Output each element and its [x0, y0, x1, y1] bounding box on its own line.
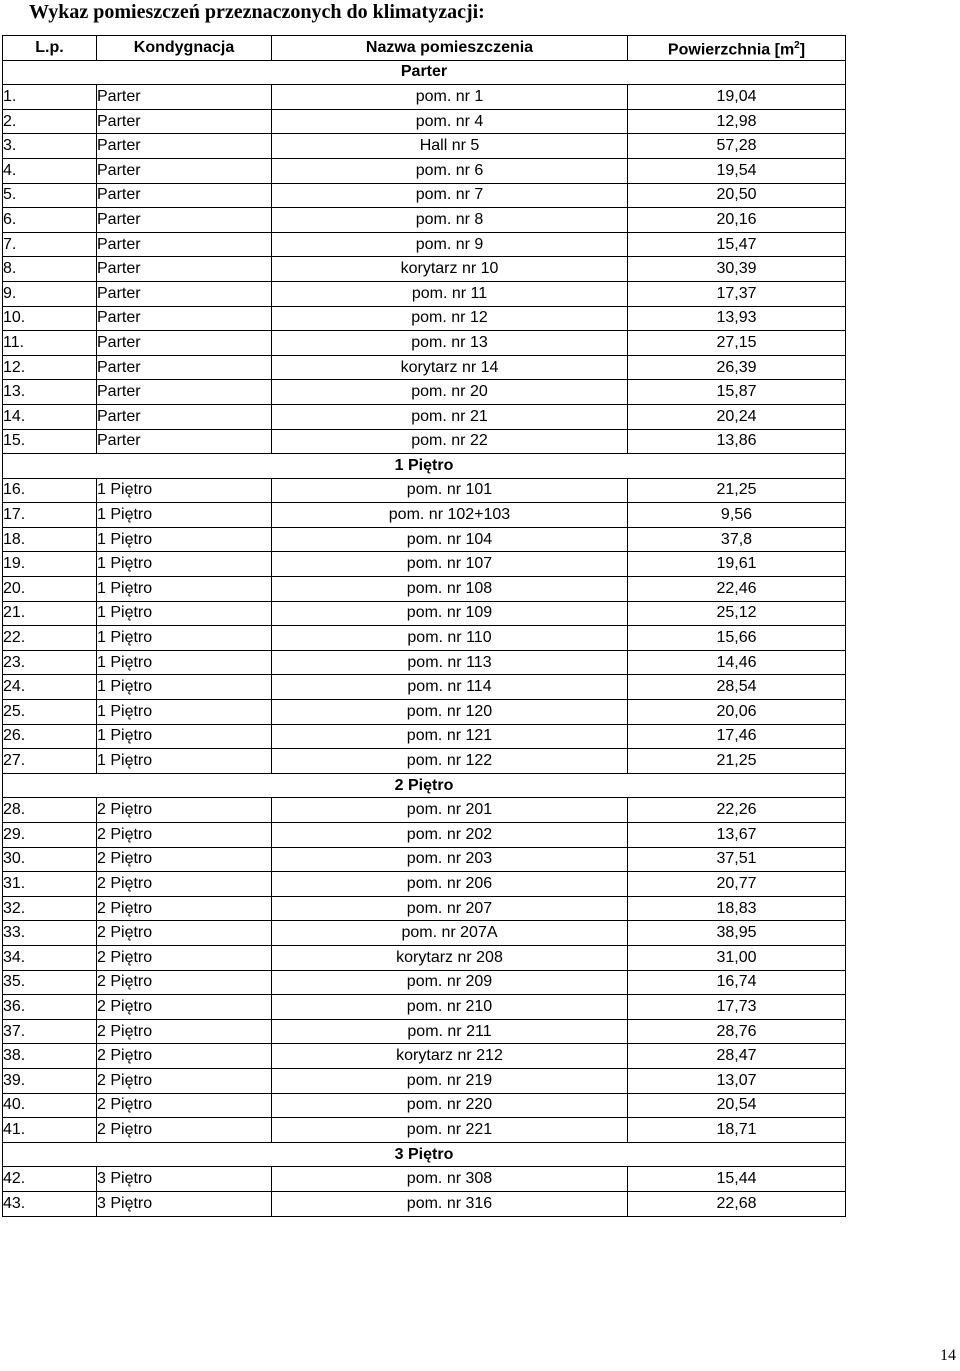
cell-floor: 2 Piętro [97, 798, 272, 823]
table-row [3, 1093, 846, 1118]
cell-area: 19,54 [628, 158, 846, 183]
header-area-close: ] [799, 40, 806, 58]
document-title: Wykaz pomieszczeń przeznaczonych do klimatyzacji: [29, 1, 485, 23]
cell-area: 13,67 [628, 823, 846, 848]
table-row [3, 921, 846, 946]
cell-floor: 2 Piętro [97, 1019, 272, 1044]
table-row [3, 995, 846, 1020]
cell-area: 30,39 [628, 257, 846, 282]
cell-area: 15,44 [628, 1167, 846, 1192]
cell-lp: 42. [3, 1167, 97, 1192]
table-row [3, 847, 846, 872]
cell-floor: 1 Piętro [97, 527, 272, 552]
cell-floor: 2 Piętro [97, 921, 272, 946]
cell-room-name: pom. nr 102+103 [272, 503, 628, 528]
cell-area: 22,46 [628, 577, 846, 602]
cell-floor: Parter [97, 134, 272, 159]
cell-room-name: pom. nr 7 [272, 183, 628, 208]
cell-floor: 1 Piętro [97, 749, 272, 774]
cell-room-name: korytarz nr 212 [272, 1044, 628, 1069]
table-row [3, 429, 846, 454]
cell-room-name: korytarz nr 10 [272, 257, 628, 282]
table-row [3, 798, 846, 823]
cell-room-name: Hall nr 5 [272, 134, 628, 159]
table-row [3, 1068, 846, 1093]
cell-floor: 1 Piętro [97, 577, 272, 602]
cell-floor: Parter [97, 85, 272, 110]
cell-room-name: pom. nr 316 [272, 1191, 628, 1216]
cell-lp: 27. [3, 749, 97, 774]
cell-area: 14,46 [628, 650, 846, 675]
cell-floor: Parter [97, 429, 272, 454]
cell-room-name: pom. nr 1 [272, 85, 628, 110]
cell-lp: 40. [3, 1093, 97, 1118]
cell-area: 26,39 [628, 355, 846, 380]
cell-lp: 1. [3, 85, 97, 110]
cell-floor: 2 Piętro [97, 1118, 272, 1143]
cell-room-name: pom. nr 220 [272, 1093, 628, 1118]
table-row [3, 1191, 846, 1216]
cell-room-name: pom. nr 9 [272, 232, 628, 257]
cell-lp: 23. [3, 650, 97, 675]
table-row [3, 281, 846, 306]
cell-lp: 2. [3, 109, 97, 134]
cell-lp: 5. [3, 183, 97, 208]
cell-lp: 12. [3, 355, 97, 380]
page-number: 14 [940, 1347, 956, 1364]
cell-room-name: pom. nr 120 [272, 700, 628, 725]
cell-room-name: pom. nr 21 [272, 404, 628, 429]
cell-area: 17,46 [628, 724, 846, 749]
cell-lp: 37. [3, 1019, 97, 1044]
cell-lp: 20. [3, 577, 97, 602]
table-row [3, 896, 846, 921]
cell-room-name: pom. nr 22 [272, 429, 628, 454]
cell-room-name: pom. nr 219 [272, 1068, 628, 1093]
cell-room-name: pom. nr 114 [272, 675, 628, 700]
cell-floor: 3 Piętro [97, 1191, 272, 1216]
cell-floor: 3 Piętro [97, 1167, 272, 1192]
cell-room-name: pom. nr 122 [272, 749, 628, 774]
cell-area: 13,86 [628, 429, 846, 454]
table-row [3, 1019, 846, 1044]
cell-room-name: pom. nr 211 [272, 1019, 628, 1044]
cell-lp: 10. [3, 306, 97, 331]
table-row [3, 478, 846, 503]
cell-area: 28,54 [628, 675, 846, 700]
cell-room-name: pom. nr 20 [272, 380, 628, 405]
cell-area: 18,71 [628, 1118, 846, 1143]
cell-lp: 8. [3, 257, 97, 282]
cell-area: 20,50 [628, 183, 846, 208]
cell-lp: 13. [3, 380, 97, 405]
cell-area: 31,00 [628, 945, 846, 970]
cell-room-name: pom. nr 202 [272, 823, 628, 848]
cell-room-name: pom. nr 108 [272, 577, 628, 602]
cell-room-name: pom. nr 109 [272, 601, 628, 626]
cell-area: 37,51 [628, 847, 846, 872]
cell-area: 12,98 [628, 109, 846, 134]
cell-area: 57,28 [628, 134, 846, 159]
cell-lp: 15. [3, 429, 97, 454]
table-row [3, 85, 846, 110]
cell-room-name: pom. nr 209 [272, 970, 628, 995]
table-row [3, 650, 846, 675]
cell-area: 15,47 [628, 232, 846, 257]
cell-lp: 30. [3, 847, 97, 872]
cell-room-name: pom. nr 221 [272, 1118, 628, 1143]
table-row [3, 1118, 846, 1143]
cell-room-name: pom. nr 8 [272, 208, 628, 233]
cell-room-name: pom. nr 308 [272, 1167, 628, 1192]
cell-floor: 2 Piętro [97, 896, 272, 921]
cell-area: 15,87 [628, 380, 846, 405]
cell-floor: Parter [97, 404, 272, 429]
table-row [3, 109, 846, 134]
table-row [3, 1167, 846, 1192]
cell-floor: Parter [97, 183, 272, 208]
cell-floor: Parter [97, 109, 272, 134]
cell-lp: 31. [3, 872, 97, 897]
cell-lp: 16. [3, 478, 97, 503]
cell-floor: 1 Piętro [97, 650, 272, 675]
cell-floor: 1 Piętro [97, 675, 272, 700]
table-row [3, 724, 846, 749]
cell-room-name: pom. nr 11 [272, 281, 628, 306]
cell-area: 20,16 [628, 208, 846, 233]
header-area-superscript: 2 [794, 39, 800, 51]
cell-lp: 41. [3, 1118, 97, 1143]
cell-room-name: pom. nr 207 [272, 896, 628, 921]
cell-floor: 2 Piętro [97, 1093, 272, 1118]
cell-lp: 43. [3, 1191, 97, 1216]
cell-floor: 2 Piętro [97, 995, 272, 1020]
section-header-row [3, 454, 846, 479]
cell-room-name: korytarz nr 14 [272, 355, 628, 380]
cell-room-name: pom. nr 201 [272, 798, 628, 823]
cell-floor: 2 Piętro [97, 1044, 272, 1069]
cell-floor: Parter [97, 355, 272, 380]
cell-room-name: pom. nr 101 [272, 478, 628, 503]
cell-lp: 35. [3, 970, 97, 995]
section-label: 2 Piętro [3, 773, 846, 798]
cell-floor: Parter [97, 281, 272, 306]
cell-floor: Parter [97, 158, 272, 183]
header-room-name: Nazwa pomieszczenia [272, 36, 628, 61]
cell-floor: 1 Piętro [97, 503, 272, 528]
table-row [3, 257, 846, 282]
cell-lp: 19. [3, 552, 97, 577]
cell-lp: 32. [3, 896, 97, 921]
cell-lp: 28. [3, 798, 97, 823]
cell-area: 20,24 [628, 404, 846, 429]
section-label: Parter [3, 60, 846, 85]
cell-floor: Parter [97, 306, 272, 331]
cell-lp: 36. [3, 995, 97, 1020]
cell-floor: 2 Piętro [97, 970, 272, 995]
table-row [3, 945, 846, 970]
cell-lp: 24. [3, 675, 97, 700]
cell-area: 27,15 [628, 331, 846, 356]
cell-area: 20,54 [628, 1093, 846, 1118]
cell-floor: 1 Piętro [97, 478, 272, 503]
table-body [3, 60, 846, 1216]
cell-lp: 33. [3, 921, 97, 946]
cell-lp: 3. [3, 134, 97, 159]
cell-area: 9,56 [628, 503, 846, 528]
cell-area: 21,25 [628, 478, 846, 503]
cell-floor: 2 Piętro [97, 1068, 272, 1093]
table-row [3, 134, 846, 159]
section-header-row [3, 773, 846, 798]
table-row [3, 306, 846, 331]
cell-lp: 39. [3, 1068, 97, 1093]
cell-floor: 1 Piętro [97, 552, 272, 577]
cell-lp: 6. [3, 208, 97, 233]
cell-room-name: pom. nr 6 [272, 158, 628, 183]
table-row [3, 380, 846, 405]
cell-area: 38,95 [628, 921, 846, 946]
cell-area: 15,66 [628, 626, 846, 651]
header-area [628, 36, 846, 61]
table-row [3, 700, 846, 725]
cell-floor: Parter [97, 257, 272, 282]
cell-room-name: pom. nr 107 [272, 552, 628, 577]
section-label: 1 Piętro [3, 454, 846, 479]
cell-floor: 2 Piętro [97, 847, 272, 872]
cell-lp: 14. [3, 404, 97, 429]
cell-area: 22,26 [628, 798, 846, 823]
cell-lp: 4. [3, 158, 97, 183]
cell-lp: 25. [3, 700, 97, 725]
table-row [3, 1044, 846, 1069]
cell-room-name: pom. nr 121 [272, 724, 628, 749]
cell-lp: 22. [3, 626, 97, 651]
cell-area: 28,47 [628, 1044, 846, 1069]
table-row [3, 626, 846, 651]
header-lp: L.p. [3, 36, 97, 61]
cell-room-name: pom. nr 206 [272, 872, 628, 897]
header-area-label: Powierzchnia [m [667, 40, 795, 58]
rooms-table [2, 35, 846, 1217]
cell-area: 25,12 [628, 601, 846, 626]
table-row [3, 970, 846, 995]
cell-room-name: pom. nr 12 [272, 306, 628, 331]
table-row [3, 749, 846, 774]
cell-floor: Parter [97, 232, 272, 257]
cell-area: 28,76 [628, 1019, 846, 1044]
cell-room-name: pom. nr 113 [272, 650, 628, 675]
cell-lp: 21. [3, 601, 97, 626]
cell-area: 20,77 [628, 872, 846, 897]
cell-lp: 11. [3, 331, 97, 356]
cell-floor: Parter [97, 331, 272, 356]
cell-room-name: korytarz nr 208 [272, 945, 628, 970]
cell-room-name: pom. nr 110 [272, 626, 628, 651]
table-row [3, 208, 846, 233]
table-row [3, 158, 846, 183]
cell-area: 22,68 [628, 1191, 846, 1216]
cell-area: 16,74 [628, 970, 846, 995]
table-row [3, 552, 846, 577]
cell-lp: 9. [3, 281, 97, 306]
section-header-row [3, 60, 846, 85]
table-row [3, 503, 846, 528]
cell-lp: 26. [3, 724, 97, 749]
table-row [3, 601, 846, 626]
cell-floor: Parter [97, 208, 272, 233]
cell-area: 17,73 [628, 995, 846, 1020]
cell-floor: Parter [97, 380, 272, 405]
header-floor: Kondygnacja [97, 36, 272, 61]
cell-floor: 2 Piętro [97, 945, 272, 970]
cell-lp: 29. [3, 823, 97, 848]
cell-floor: 2 Piętro [97, 823, 272, 848]
cell-lp: 34. [3, 945, 97, 970]
cell-area: 19,61 [628, 552, 846, 577]
cell-room-name: pom. nr 207A [272, 921, 628, 946]
cell-area: 19,04 [628, 85, 846, 110]
table-row [3, 331, 846, 356]
table-row [3, 404, 846, 429]
cell-room-name: pom. nr 4 [272, 109, 628, 134]
table-row [3, 675, 846, 700]
cell-lp: 7. [3, 232, 97, 257]
cell-area: 21,25 [628, 749, 846, 774]
cell-floor: 1 Piętro [97, 626, 272, 651]
cell-area: 13,93 [628, 306, 846, 331]
cell-lp: 38. [3, 1044, 97, 1069]
cell-room-name: pom. nr 203 [272, 847, 628, 872]
cell-area: 13,07 [628, 1068, 846, 1093]
cell-area: 37,8 [628, 527, 846, 552]
section-label: 3 Piętro [3, 1142, 846, 1167]
section-header-row [3, 1142, 846, 1167]
cell-floor: 2 Piętro [97, 872, 272, 897]
cell-floor: 1 Piętro [97, 724, 272, 749]
table-row [3, 577, 846, 602]
table-row [3, 355, 846, 380]
table-row [3, 183, 846, 208]
cell-lp: 18. [3, 527, 97, 552]
cell-area: 20,06 [628, 700, 846, 725]
cell-lp: 17. [3, 503, 97, 528]
cell-room-name: pom. nr 210 [272, 995, 628, 1020]
cell-room-name: pom. nr 104 [272, 527, 628, 552]
cell-floor: 1 Piętro [97, 700, 272, 725]
cell-area: 18,83 [628, 896, 846, 921]
table-row [3, 232, 846, 257]
table-row [3, 872, 846, 897]
cell-floor: 1 Piętro [97, 601, 272, 626]
table-row [3, 823, 846, 848]
cell-room-name: pom. nr 13 [272, 331, 628, 356]
cell-area: 17,37 [628, 281, 846, 306]
table-header-row [3, 36, 846, 61]
table-row [3, 527, 846, 552]
